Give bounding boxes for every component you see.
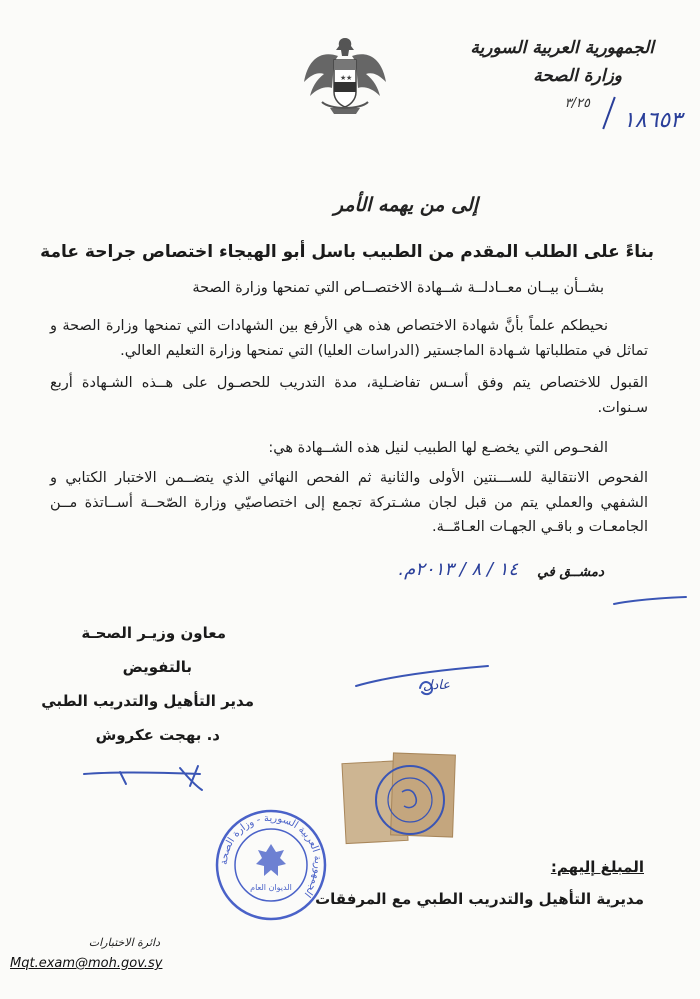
ink-stroke: [610, 592, 690, 612]
body-para2: القبول للاختصاص يتم وفق أسـس تفاضـلية، مدة التدريب للحصـول على هــذه الشـهادة أربع سـنوات.: [50, 375, 648, 416]
salutation: إلى من يهمه الأمر: [333, 194, 478, 216]
distribution-label: المبلغ إليهم:: [550, 858, 644, 876]
fiscal-stamp: [340, 748, 460, 848]
signatory-line2: بالتفويض: [122, 658, 192, 676]
main-signature: [80, 760, 210, 800]
body-para4: الفحوص الانتقالية للســـنتين الأولى والثانية ثم الفحص النهائي الذي يتضــمن الاختبار الكتابي و الشفهي والعملي يتم من قبل لجان مشـتركة تجمع إلى اختصاصيّي وزارة الصّحــة أســاتذة مــن الجامعـات و باقـي الجهـات العـامّــة.: [50, 470, 648, 535]
header-ref-date: ٣/٢٥: [564, 96, 590, 111]
initials-text: عادل: [423, 678, 450, 693]
stamp-ring-text: الجمهورية العربية السورية - وزارة الصحة: [218, 812, 324, 900]
svg-text:★: ★: [340, 74, 347, 82]
header-ref-slash: [602, 97, 616, 130]
distribution-item: مديرية التأهيل والتدريب الطبي مع المرفقات: [315, 890, 644, 908]
signatory-line4: د. بهجت عكروش: [95, 726, 220, 744]
date-place: دمشــق في: [537, 564, 604, 580]
body-line2: بشــأن بيــان معــادلــة شــهادة الاختصــاص التي تمنحها وزارة الصحة: [192, 280, 604, 296]
signatory-line3: مدير التأهيل والتدريب الطبي: [41, 692, 254, 710]
header-ref-number: ١٨٦٥٣: [622, 108, 682, 133]
stamp-center-text: الديوان العام: [250, 883, 292, 892]
body-para3: الفحـوص التي يخضـع لها الطبيب لنيل هذه الشــهادة هي:: [268, 440, 608, 456]
date-value: ١٤ / ٨ / ٢٠١٣م.: [398, 559, 518, 580]
body-para1: نحيطكم علماً بأنَّ شهادة الاختصاص هذه هي الأرفع بين الشهادات التي تمنحها وزارة الصحة و تماثل في متطلباتها شـهادة الماجستير (الدراسات العليا) التي تمنحها وزارة التعليم العالي.: [50, 318, 648, 359]
footer-email[interactable]: Mqt.exam@moh.gov.sy: [10, 956, 163, 971]
body-line1: بناءً على الطلب المقدم من الطبيب باسل أبو الهيجاء اختصاص جراحة عامة: [40, 242, 654, 262]
ministry-round-stamp: [212, 806, 330, 924]
footer-department: دائرة الاختبارات: [88, 936, 160, 949]
signatory-line1: معاون وزيـر الصحـة: [81, 624, 226, 642]
header-ministry: وزارة الصحة: [533, 66, 622, 86]
header-republic: الجمهورية العربية السورية: [470, 38, 654, 58]
svg-text:★: ★: [346, 74, 353, 82]
syrian-eagle-emblem: [300, 30, 390, 120]
